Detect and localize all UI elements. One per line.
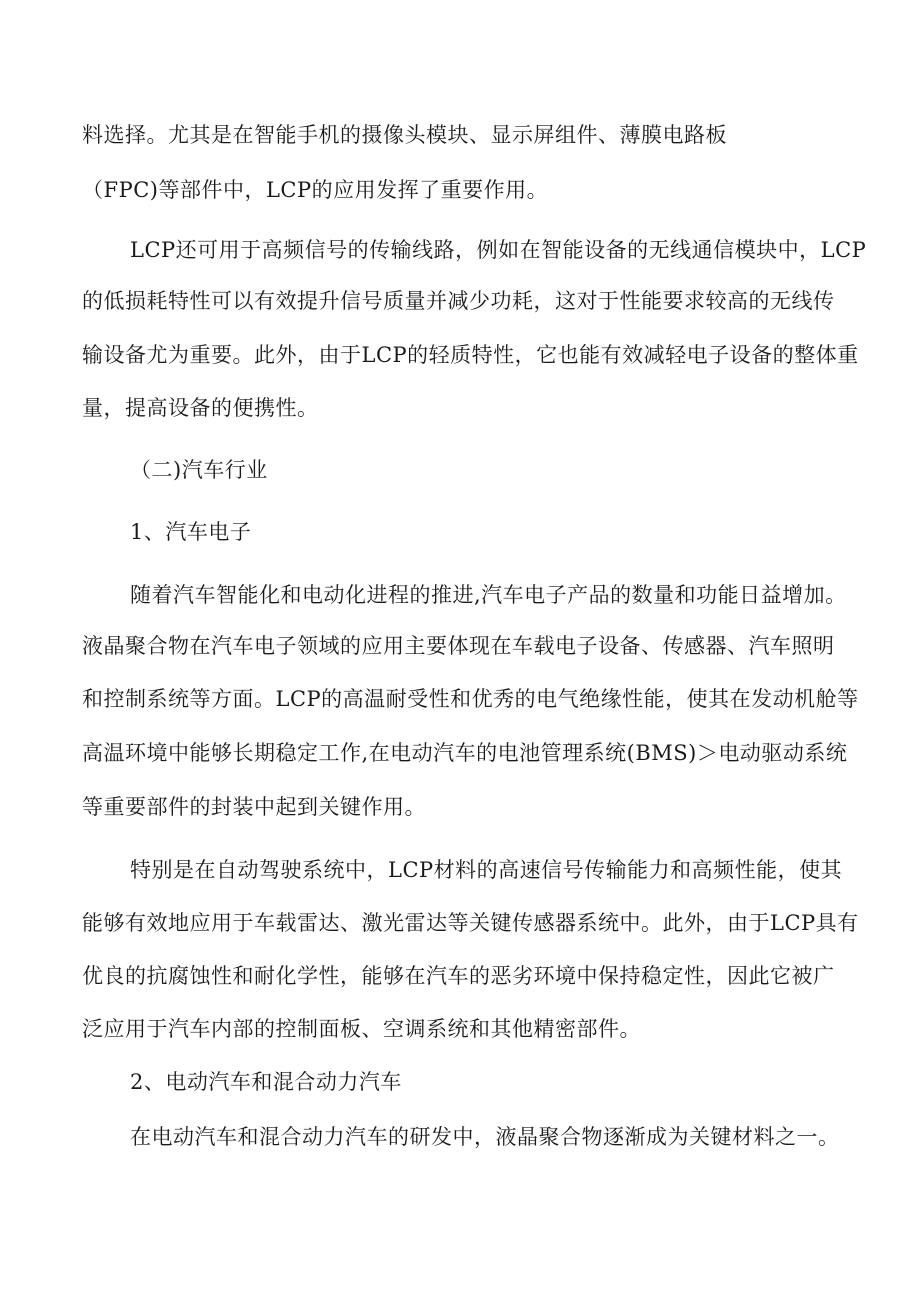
paragraph-line: 优良的抗腐蚀性和耐化学性，能够在汽车的恶劣环境中保持稳定性，因此它被广: [82, 964, 835, 988]
paragraph-line: 等重要部件的封装中起到关键作用。: [82, 795, 426, 819]
paragraph-line: 随着汽车智能化和电动化进程的推进,汽车电子产品的数量和功能日益增加。: [130, 583, 847, 607]
paragraph-line: 料选择。尤其是在智能手机的摄像头模块、显示屏组件、薄膜电路板: [82, 123, 727, 147]
paragraph-line: 泛应用于汽车内部的控制面板、空调系统和其他精密部件。: [82, 1017, 641, 1041]
paragraph-line: 量，提高设备的便携性。: [82, 396, 319, 420]
paragraph-line: 高温环境中能够长期稳定工作,在电动汽车的电池管理系统(BMS)＞电动驱动系统: [82, 741, 848, 765]
paragraph-line: 在电动汽车和混合动力汽车的研发中，液晶聚合物逐渐成为关键材料之一。: [130, 1125, 840, 1149]
paragraph-line: 和控制系统等方面。LCP的高温耐受性和优秀的电气绝缘性能，使其在发动机舱等: [82, 687, 859, 711]
paragraph-line: 输设备尤为重要。此外，由于LCP的轻质特性，它也能有效减轻电子设备的整体重: [82, 343, 859, 367]
subsection-heading: 2、电动汽车和混合动力汽车: [130, 1070, 402, 1094]
paragraph-line: 的低损耗特性可以有效提升信号质量并减少功耗，这对于性能要求较高的无线传: [82, 289, 835, 313]
paragraph-line: LCP还可用于高频信号的传输线路，例如在智能设备的无线通信模块中，LCP: [130, 238, 867, 262]
paragraph-line: （FPC)等部件中，LCP的应用发挥了重要作用。: [82, 178, 549, 202]
paragraph-line: 液晶聚合物在汽车电子领域的应用主要体现在车载电子设备、传感器、汽车照明: [82, 634, 835, 658]
paragraph-line: 特别是在自动驾驶系统中，LCP材料的高速信号传输能力和高频性能，使其: [130, 858, 843, 882]
paragraph-line: 能够有效地应用于车载雷达、激光雷达等关键传感器系统中。此外，由于LCP具有: [82, 911, 859, 935]
section-heading: （二)汽车行业: [130, 458, 268, 482]
subsection-heading: 1、汽车电子: [130, 520, 252, 544]
